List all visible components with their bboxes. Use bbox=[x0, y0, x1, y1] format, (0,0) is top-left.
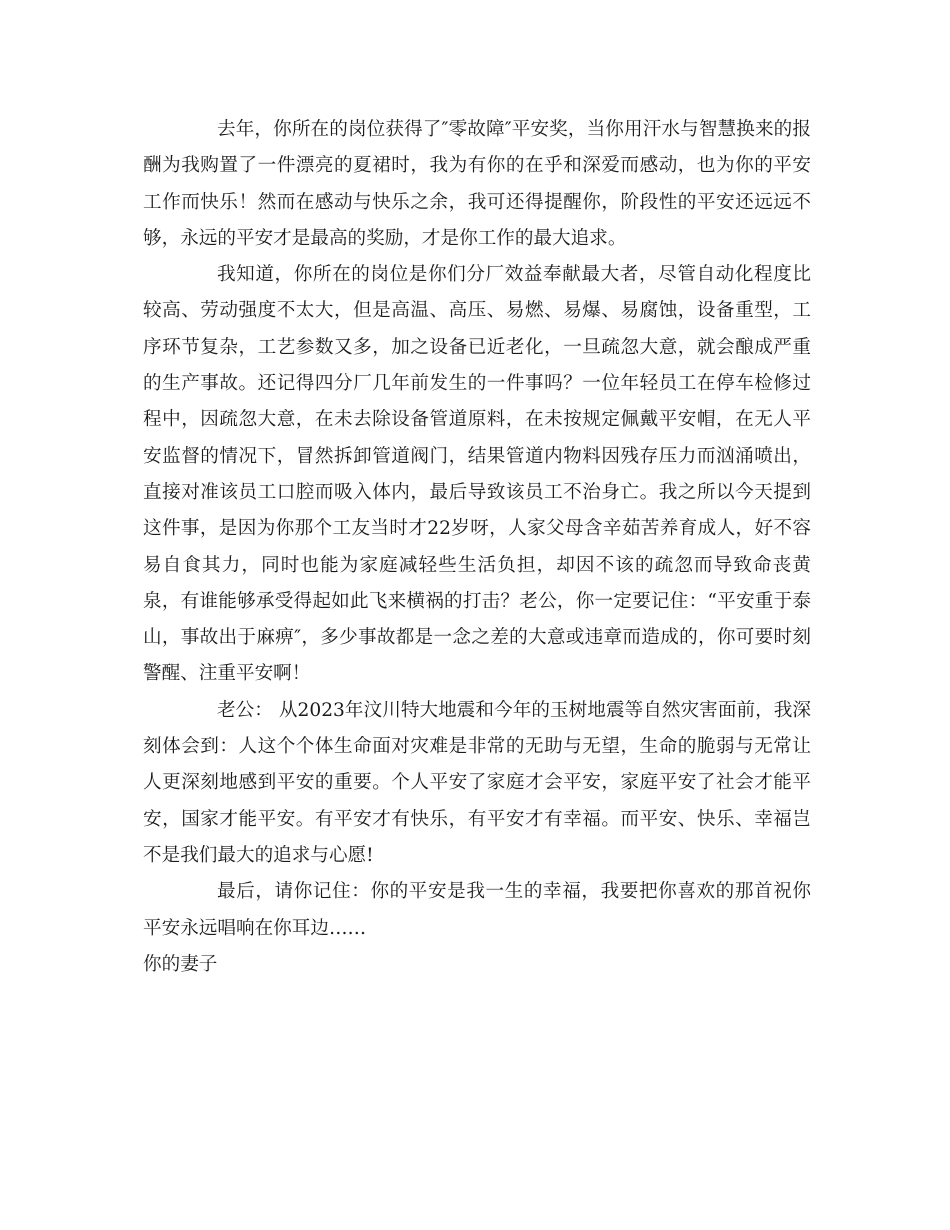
paragraph-award: 去年，你所在的岗位获得了″零故障″平安奖，当你用汗水与智慧换来的报酬为我购置了一件漂亮的夏裙时，我为有你的在乎和深爱而感动，也为你的平安工作而快乐！然而在感动与快乐之余，我可还得提醒你，阶段性的平安还远远不够，永远的平安才是最高的奖励，才是你工作的最大追求。 bbox=[143, 119, 811, 249]
document-body bbox=[143, 112, 811, 983]
paragraph-accident-story: 我知道，你所在的岗位是你们分厂效益奉献最大者，尽管自动化程度比较高、劳动强度不太大，但是高温、高压、易燃、易爆、易腐蚀，设备重型，工序环节复杂，工艺参数又多，加之设备已近老化，一旦疏忽大意，就会酿成严重的生产事故。还记得四分厂几年前发生的一件事吗？一位年轻员工在停车检修过程中，因疏忽大意，在未去除设备管道原料，在未按规定佩戴平安帽，在无人平安监督的情况下，冒然拆卸管道阀门，结果管道内物料因残存压力而汹涌喷出，直接对准该员工口腔而吸入体内，最后导致该员工不治身亡。我之所以今天提到这件事，是因为你那个工友当时才22岁呀，人家父母含辛茹苦养育成人，好不容易自食其力，同时也能为家庭减轻些生活负担，却因不该的疏忽而导致命丧黄泉，有谁能够承受得起如此飞来横祸的打击？老公，你一定要记住：“平安重于泰山，事故出于麻痹″，多少事故都是一念之差的大意或违章而造成的，你可要时刻警醒、注重平安啊！ bbox=[143, 264, 811, 685]
paragraph-earthquake: 老公： 从2023年汶川特大地震和今年的玉树地震等自然灾害面前，我深刻体会到：人这个个体生命面对灾难是非常的无助与无望，生命的脆弱与无常让人更深刻地感到平安的重要。个人平安了家庭才会平安，家庭平安了社会才能平安，国家才能平安。有平安才有快乐，有平安才有幸福。而平安、快乐、幸福岂不是我们最大的追求与心愿! bbox=[143, 699, 811, 866]
signature: 你的妻子 bbox=[143, 953, 218, 975]
paragraph-closing: 最后，请你记住：你的平安是我一生的幸福，我要把你喜欢的那首祝你平安永远唱响在你耳边…… bbox=[143, 881, 811, 939]
